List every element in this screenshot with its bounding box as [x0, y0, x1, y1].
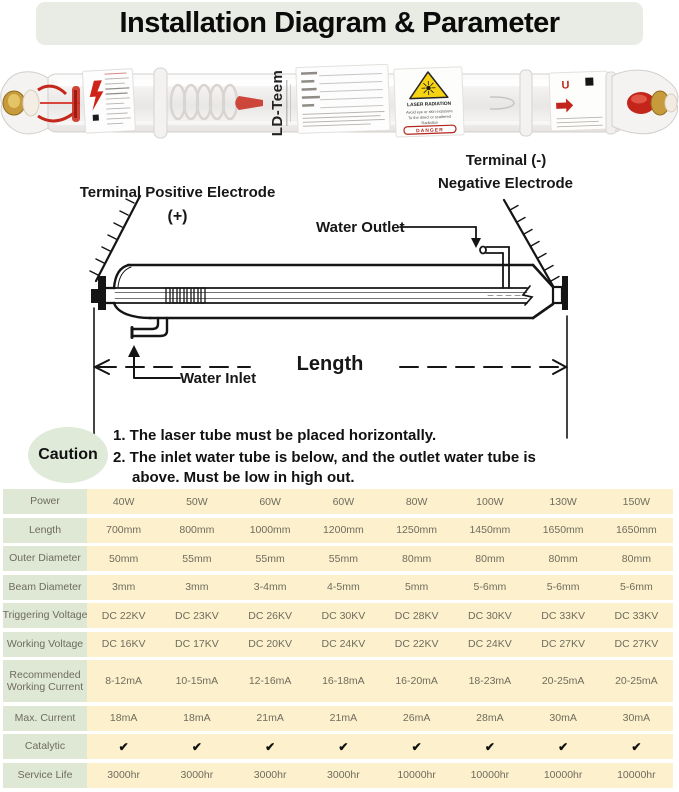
caution-item-2: 2. The inlet water tube is below, and the outlet water tube is above. Must be low in high out.: [113, 449, 536, 486]
table-cell: 21mA: [329, 712, 358, 724]
table-cell: 10000hr: [470, 769, 510, 781]
check-mark: ✔: [631, 739, 642, 754]
table-cell: DC 16KV: [101, 638, 146, 650]
table-cell: DC 22KV: [394, 638, 439, 650]
table-cell: 16-18mA: [322, 675, 365, 687]
table-cell: DC 24KV: [321, 638, 366, 650]
table-cell: 1650mm: [542, 524, 584, 536]
caution-item-1: 1. The laser tube must be placed horizontally.: [113, 427, 437, 444]
table-cell: 150W: [622, 495, 651, 508]
table-row: [3, 603, 673, 628]
table-cell: 16-20mA: [395, 675, 438, 687]
table-row: [3, 546, 673, 571]
row-header: Outer Diameter: [3, 546, 87, 571]
table-cell: DC 23KV: [174, 609, 219, 622]
caution-badge: [28, 427, 108, 483]
table-cell: 12-16mA: [248, 675, 292, 687]
table-cell: DC 30KV: [321, 609, 366, 622]
row-header: Service Life: [3, 763, 87, 788]
check-mark: ✔: [484, 739, 495, 754]
table-cell: 30mA: [549, 712, 577, 724]
warning-title-text: LASER RADIATION: [407, 101, 452, 109]
table-cell: 10000hr: [397, 769, 436, 781]
table-cell: 3000hr: [327, 769, 360, 781]
check-mark: ✔: [411, 739, 422, 754]
table-cell: 1650mm: [615, 524, 657, 536]
table-cell: 28mA: [476, 712, 504, 724]
right-spec-label: [549, 71, 609, 131]
table-cell: 5mm: [404, 581, 429, 593]
table-cell: 18-23mA: [468, 675, 512, 687]
table-cell: DC 24KV: [467, 638, 512, 650]
table-cell: DC 30KV: [467, 609, 512, 622]
table-cell: 60W: [332, 495, 355, 508]
laser-tube-photo: [0, 60, 679, 148]
table-cell: 3mm: [185, 581, 209, 593]
row-header: Catalytic: [3, 734, 87, 759]
center-spec-label: [296, 64, 390, 133]
table-row: [3, 706, 673, 731]
water-inlet-pipe: [132, 318, 167, 338]
table-cell: 800mm: [179, 524, 215, 536]
table-cell: 130W: [549, 495, 577, 508]
table-cell: 50W: [186, 495, 208, 508]
table-row: [3, 632, 673, 657]
table-cell: 50mm: [109, 552, 139, 565]
table-cell: 26mA: [402, 712, 431, 724]
table-cell: 5-6mm: [620, 581, 653, 593]
table-cell: 3000hr: [180, 769, 214, 781]
table-cell: 1000mm: [249, 524, 291, 536]
danger-banner-text: DANGER: [416, 128, 444, 135]
check-mark: ✔: [338, 739, 349, 754]
right-terminal-cap: [553, 287, 562, 303]
laser-warning-label: [394, 67, 464, 137]
table-cell: 18mA: [183, 712, 211, 724]
table-cell: 1450mm: [469, 524, 511, 536]
glass-collar: [154, 68, 167, 138]
table-cell: 40W: [112, 495, 135, 508]
table-cell: DC 27KV: [614, 638, 659, 650]
table-cell: 4-5mm: [327, 581, 360, 593]
length-label: Length: [296, 353, 364, 375]
table-cell: 10-15mA: [175, 675, 219, 687]
water-inlet-label: Water Inlet: [180, 370, 257, 387]
row-header: Beam Diameter: [3, 575, 87, 600]
right-electrode-cap: [606, 70, 678, 134]
row-header: Length: [3, 518, 87, 543]
table-cell: 18mA: [109, 712, 138, 724]
row-header: Triggering Voltage: [3, 603, 87, 628]
table-cell: DC 20KV: [248, 638, 293, 650]
table-cell: 100W: [476, 495, 504, 508]
page-title-banner: [36, 2, 643, 45]
table-row: [3, 763, 673, 788]
table-cell: 20-25mA: [541, 675, 585, 687]
row-header: Max. Current: [3, 706, 87, 731]
left-terminal-cap: [98, 276, 106, 310]
table-cell: 80mm: [402, 552, 432, 565]
table-cell: 60W: [259, 495, 281, 508]
table-cell: 10000hr: [617, 769, 656, 781]
terminal-positive-label: Terminal Positive Electrode: [79, 184, 276, 201]
table-cell: 55mm: [328, 552, 358, 565]
table-cell: DC 17KV: [174, 638, 219, 650]
table-cell: DC 22KV: [101, 609, 146, 622]
outlet-arrowhead: [471, 238, 481, 248]
negative-electrode-wire: [504, 200, 553, 286]
table-cell: DC 33KV: [614, 609, 659, 622]
table-cell: 55mm: [182, 552, 212, 565]
right-glass-collar: [520, 70, 532, 136]
terminal-negative-label-line2: Negative Electrode: [437, 175, 574, 192]
table-cell: 8-12mA: [105, 675, 142, 687]
water-inlet-arrow: [134, 352, 180, 378]
table-cell: 5-6mm: [473, 581, 507, 593]
water-outlet-label: Water Outlet: [316, 219, 405, 236]
page-title: Installation Diagram & Parameter: [119, 7, 560, 39]
water-outlet-arrow: [400, 227, 476, 239]
table-cell: 80W: [405, 495, 428, 508]
left-spec-label: [82, 69, 135, 134]
table-cell: 1200mm: [322, 524, 364, 536]
table-cell: 80mm: [475, 552, 505, 565]
caution-badge-text: Caution: [38, 446, 98, 463]
check-mark: ✔: [558, 739, 569, 754]
row-header: Working Voltage: [3, 632, 87, 657]
table-row: [3, 489, 673, 514]
row-header: Recommended Working Current: [3, 660, 87, 702]
brand-text: LD-Teem: [269, 69, 286, 137]
table-cell: 10000hr: [543, 769, 583, 781]
terminal-positive-sign: (+): [167, 208, 188, 225]
table-row: [3, 518, 673, 543]
table-cell: DC 26KV: [248, 609, 293, 622]
check-mark: ✔: [191, 739, 202, 754]
table-cell: 1250mm: [396, 524, 438, 536]
table-cell: DC 33KV: [541, 609, 586, 622]
table-row: [3, 660, 673, 702]
row-header: Power: [3, 489, 87, 514]
table-cell: 3mm: [111, 581, 136, 593]
table-cell: 80mm: [621, 552, 651, 565]
table-cell: DC 27KV: [541, 638, 586, 650]
water-outlet-pipe: [480, 247, 509, 289]
table-cell: 55mm: [255, 552, 285, 565]
table-cell: 700mm: [106, 524, 142, 536]
table-cell: 3-4mm: [253, 581, 287, 593]
terminal-negative-label-line1: Terminal (-): [465, 152, 547, 169]
table-cell: 3000hr: [107, 769, 140, 781]
table-cell: 80mm: [548, 552, 578, 565]
parameter-table: [3, 489, 673, 791]
table-cell: 20-25mA: [615, 675, 658, 687]
table-row: [3, 734, 673, 759]
table-cell: 5-6mm: [546, 581, 580, 593]
table-cell: 30mA: [622, 712, 651, 724]
table-cell: DC 28KV: [394, 609, 439, 622]
warning-line1-text: Avoid eye or skin exposure: [405, 108, 453, 115]
warning-line3-text: Radiation: [421, 119, 439, 126]
table-cell: 21mA: [256, 712, 284, 724]
check-mark: ✔: [118, 739, 129, 754]
warning-line2-text: To the direct or scattered: [408, 113, 452, 121]
u-mark-text: U: [561, 79, 570, 92]
table-cell: 3000hr: [253, 769, 287, 781]
table-row: [3, 575, 673, 600]
inlet-arrowhead: [128, 345, 140, 357]
check-mark: ✔: [265, 739, 276, 754]
